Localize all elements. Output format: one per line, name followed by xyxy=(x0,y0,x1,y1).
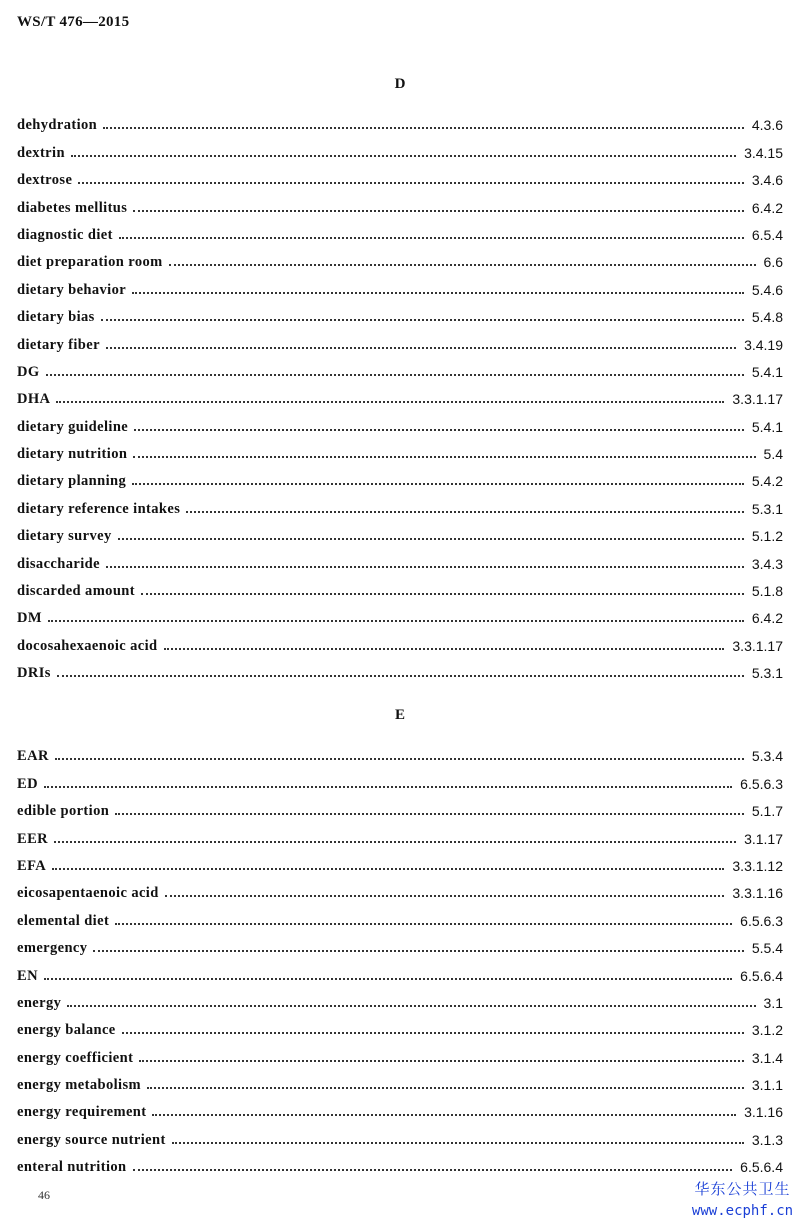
index-term: DHA xyxy=(17,391,51,408)
clause-reference: 6.4.2 xyxy=(751,199,783,216)
index-term: discarded amount xyxy=(17,583,135,600)
index-term: docosahexaenoic acid xyxy=(17,637,158,654)
index-term: dietary guideline xyxy=(17,418,129,435)
index-entry xyxy=(17,1011,783,1038)
index-entry xyxy=(17,270,783,297)
dot-leader xyxy=(57,675,744,677)
dot-leader xyxy=(115,813,744,815)
index-entry xyxy=(17,462,783,489)
dot-leader xyxy=(132,483,744,485)
index-entry xyxy=(17,133,783,160)
index-term: energy xyxy=(17,994,62,1011)
watermark-title: 华东公共卫生 xyxy=(694,1180,791,1198)
dot-leader xyxy=(67,1005,755,1007)
clause-reference: 3.3.1.16 xyxy=(732,885,783,902)
index-entry xyxy=(17,517,783,544)
index-entry xyxy=(17,353,783,380)
index-term: EER xyxy=(17,830,49,847)
clause-reference: 5.4.6 xyxy=(751,281,783,298)
index-term: diet preparation room xyxy=(17,254,163,271)
index-entry xyxy=(17,572,783,599)
clause-reference: 5.1.2 xyxy=(751,528,783,545)
dot-leader xyxy=(106,347,736,349)
index-term: EFA xyxy=(17,857,47,874)
index-entry xyxy=(17,847,783,874)
dot-leader xyxy=(78,182,744,184)
index-entry xyxy=(17,1093,783,1120)
index-term: dietary nutrition xyxy=(17,446,128,463)
clause-reference: 3.3.1.17 xyxy=(732,391,783,408)
clause-reference: 3.1 xyxy=(763,994,783,1011)
index-term: disaccharide xyxy=(17,555,100,572)
dot-leader xyxy=(106,566,744,568)
clause-reference: 3.4.19 xyxy=(744,336,783,353)
index-entry xyxy=(17,599,783,626)
clause-reference: 5.4.8 xyxy=(751,309,783,326)
index-term: dietary survey xyxy=(17,528,112,545)
page-number: 46 xyxy=(38,1188,50,1202)
clause-reference: 4.3.6 xyxy=(751,117,783,134)
clause-reference: 3.1.17 xyxy=(744,830,783,847)
dot-leader xyxy=(141,593,744,595)
dot-leader xyxy=(147,1087,744,1089)
index-entry xyxy=(17,626,783,653)
index-entry xyxy=(17,984,783,1011)
index-entry xyxy=(17,161,783,188)
index-term: EN xyxy=(17,967,38,984)
clause-reference: 6.5.4 xyxy=(751,226,783,243)
index-term: enteral nutrition xyxy=(17,1159,127,1176)
index-term: dextrose xyxy=(17,172,73,189)
index-entry xyxy=(17,380,783,407)
index-entry xyxy=(17,1038,783,1065)
dot-leader xyxy=(115,923,732,925)
index-entry xyxy=(17,407,783,434)
clause-reference: 5.4.1 xyxy=(751,363,783,380)
index-entry xyxy=(17,106,783,133)
index-entry xyxy=(17,216,783,243)
dot-leader xyxy=(44,978,732,980)
clause-reference: 5.3.4 xyxy=(751,748,783,765)
clause-reference: 3.1.1 xyxy=(751,1077,783,1094)
index-term: emergency xyxy=(17,940,88,957)
index-term: eicosapentaenoic acid xyxy=(17,885,159,902)
index-term: dietary fiber xyxy=(17,336,100,353)
index-term: energy coefficient xyxy=(17,1049,134,1066)
index-term: energy requirement xyxy=(17,1104,147,1121)
dot-leader xyxy=(186,511,744,513)
dot-leader xyxy=(56,401,724,403)
index-entry xyxy=(17,544,783,571)
index-entry xyxy=(17,1120,783,1147)
index-term: ED xyxy=(17,775,38,792)
clause-reference: 5.4 xyxy=(763,446,783,463)
dot-leader xyxy=(44,786,732,788)
dot-leader xyxy=(133,456,755,458)
dot-leader xyxy=(172,1142,744,1144)
dot-leader xyxy=(119,237,744,239)
dot-leader xyxy=(122,1032,744,1034)
index-list-d xyxy=(17,106,783,681)
index-term: DM xyxy=(17,610,42,627)
index-entry xyxy=(17,243,783,270)
dot-leader xyxy=(46,374,744,376)
index-entry xyxy=(17,874,783,901)
index-term: energy balance xyxy=(17,1022,116,1039)
index-entry xyxy=(17,654,783,681)
clause-reference: 3.4.6 xyxy=(751,172,783,189)
dot-leader xyxy=(93,950,743,952)
dot-leader xyxy=(169,264,756,266)
dot-leader xyxy=(48,620,744,622)
clause-reference: 5.4.1 xyxy=(751,418,783,435)
site-watermark[interactable] xyxy=(685,1178,800,1222)
clause-reference: 6.5.6.3 xyxy=(740,912,783,929)
index-term: diabetes mellitus xyxy=(17,199,128,216)
index-entry xyxy=(17,325,783,352)
clause-reference: 3.1.16 xyxy=(744,1104,783,1121)
index-entry xyxy=(17,489,783,516)
dot-leader xyxy=(52,868,724,870)
index-term: DG xyxy=(17,363,40,380)
clause-reference: 3.3.1.12 xyxy=(732,857,783,874)
dot-leader xyxy=(55,758,744,760)
clause-reference: 3.4.3 xyxy=(751,555,783,572)
clause-reference: 3.1.4 xyxy=(751,1049,783,1066)
section-letter-d: D xyxy=(394,76,406,92)
clause-reference: 6.6 xyxy=(763,254,783,271)
index-term: elemental diet xyxy=(17,912,110,929)
dot-leader xyxy=(164,648,725,650)
index-term: dehydration xyxy=(17,117,98,134)
clause-reference: 5.4.2 xyxy=(751,473,783,490)
dot-leader xyxy=(132,292,744,294)
index-term: diagnostic diet xyxy=(17,226,113,243)
dot-leader xyxy=(139,1060,744,1062)
index-list-e xyxy=(17,737,783,1175)
clause-reference: 3.1.3 xyxy=(751,1131,783,1148)
clause-reference: 5.5.4 xyxy=(751,940,783,957)
index-entry xyxy=(17,929,783,956)
clause-reference: 5.1.7 xyxy=(751,803,783,820)
clause-reference: 3.3.1.17 xyxy=(732,637,783,654)
document-code: WS/T 476—2015 xyxy=(17,14,130,30)
dot-leader xyxy=(133,1169,733,1171)
clause-reference: 5.1.8 xyxy=(751,583,783,600)
clause-reference: 3.4.15 xyxy=(744,144,783,161)
index-term: dietary bias xyxy=(17,309,95,326)
dot-leader xyxy=(152,1114,736,1116)
index-term: DRIs xyxy=(17,665,51,682)
index-entry xyxy=(17,435,783,462)
clause-reference: 5.3.1 xyxy=(751,500,783,517)
index-term: energy source nutrient xyxy=(17,1131,166,1148)
clause-reference: 3.1.2 xyxy=(751,1022,783,1039)
clause-reference: 6.5.6.4 xyxy=(740,967,783,984)
index-term: EAR xyxy=(17,748,49,765)
index-entry xyxy=(17,188,783,215)
clause-reference: 5.3.1 xyxy=(751,665,783,682)
dot-leader xyxy=(101,319,744,321)
clause-reference: 6.5.6.4 xyxy=(740,1159,783,1176)
index-term: energy metabolism xyxy=(17,1077,141,1094)
index-entry xyxy=(17,764,783,791)
index-entry xyxy=(17,819,783,846)
clause-reference: 6.5.6.3 xyxy=(740,775,783,792)
index-entry xyxy=(17,901,783,928)
dot-leader xyxy=(71,155,736,157)
dot-leader xyxy=(133,210,744,212)
index-term: dietary behavior xyxy=(17,281,127,298)
index-entry xyxy=(17,737,783,764)
dot-leader xyxy=(54,841,736,843)
dot-leader xyxy=(165,895,725,897)
watermark-url[interactable]: www.ecphf.cn xyxy=(691,1203,794,1219)
dot-leader xyxy=(103,127,744,129)
index-term: edible portion xyxy=(17,803,110,820)
index-term: dextrin xyxy=(17,144,65,161)
index-entry xyxy=(17,1148,783,1175)
index-entry xyxy=(17,792,783,819)
index-entry xyxy=(17,298,783,325)
index-term: dietary reference intakes xyxy=(17,500,181,517)
dot-leader xyxy=(134,429,744,431)
index-entry xyxy=(17,1066,783,1093)
section-letter-e: E xyxy=(394,707,405,723)
index-entry xyxy=(17,956,783,983)
dot-leader xyxy=(118,538,744,540)
clause-reference: 6.4.2 xyxy=(751,610,783,627)
index-term: dietary planning xyxy=(17,473,127,490)
